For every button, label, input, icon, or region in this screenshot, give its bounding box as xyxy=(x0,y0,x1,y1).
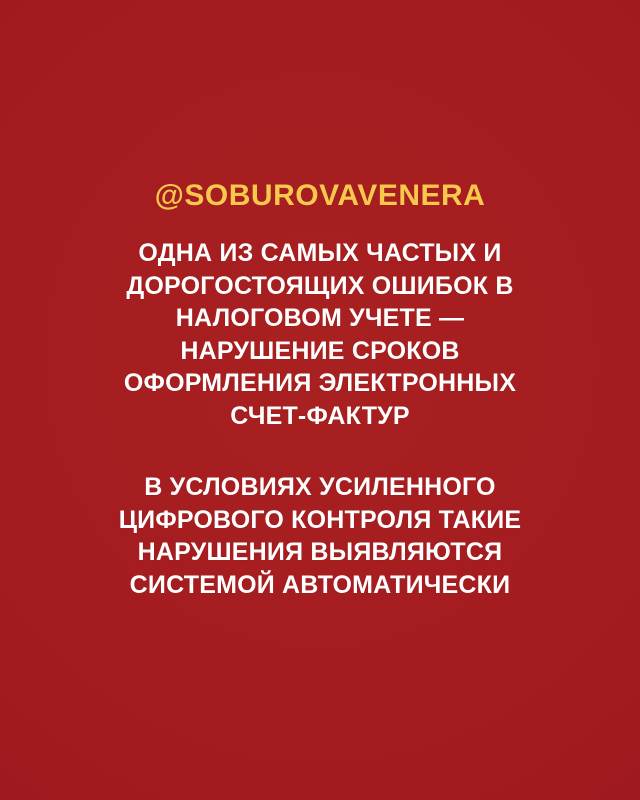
text-line: ОФОРМЛЕНИЯ ЭЛЕКТРОННЫХ xyxy=(123,369,517,397)
account-handle: @SOBUROVAVENERA xyxy=(154,179,486,212)
text-line: СИСТЕМОЙ АВТОМАТИЧЕСКИ xyxy=(129,570,511,599)
text-line: ДОРОГОСТОЯЩИХ ОШИБОК В xyxy=(126,271,514,300)
text-line: ОДНА ИЗ САМЫХ ЧАСТЫХ И xyxy=(138,239,502,267)
text-line: СЧЕТ-ФАКТУР xyxy=(230,401,410,430)
paragraph-secondary xyxy=(119,471,522,601)
text-line: НАРУШЕНИЯ ВЫЯВЛЯЮТСЯ xyxy=(137,538,503,566)
paragraph-main xyxy=(124,237,516,432)
text-line: НАЛОГОВОМ УЧЕТЕ — xyxy=(175,304,465,332)
text-line: В УСЛОВИЯХ УСИЛЕННОГО xyxy=(144,473,496,501)
text-line: НАРУШЕНИЕ СРОКОВ xyxy=(180,336,460,365)
text-line: ЦИФРОВОГО КОНТРОЛЯ ТАКИЕ xyxy=(118,505,522,534)
